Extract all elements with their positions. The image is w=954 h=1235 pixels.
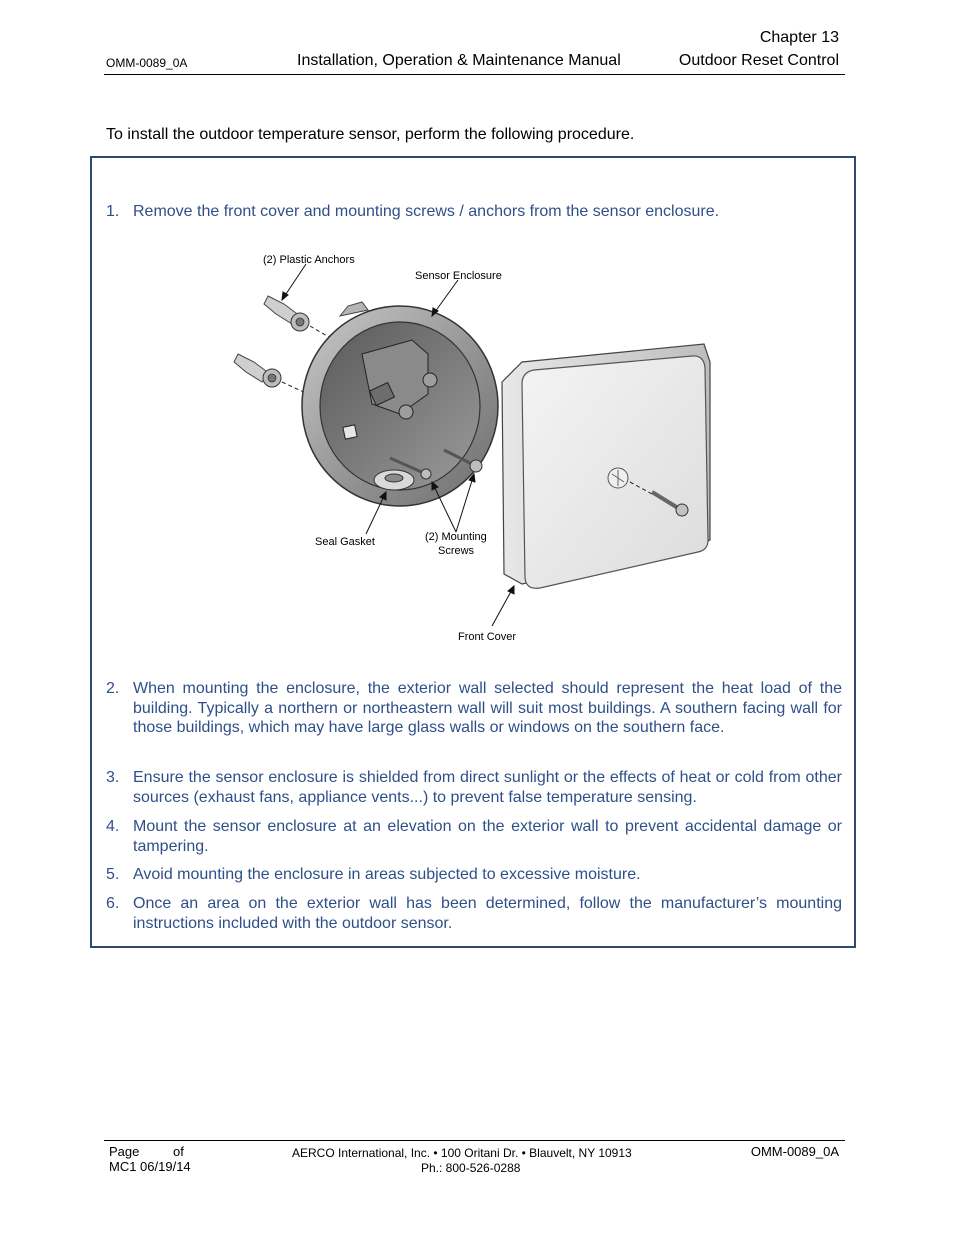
step-number: 1. xyxy=(106,203,120,220)
footer-revision: MC1 06/19/14 xyxy=(109,1159,191,1174)
procedure-step-3 xyxy=(106,768,842,807)
step-number: 5. xyxy=(106,866,120,883)
step-text: Remove the front cover and mounting screws / anchors from the sensor enclosure. xyxy=(133,203,720,220)
header-divider xyxy=(104,74,845,75)
mounting-screws-label-line2: Screws xyxy=(438,545,475,557)
footer-phone: Ph.: 800-526-0288 xyxy=(421,1161,521,1175)
step-text: Mount the sensor enclosure at an elevation on the exterior wall to prevent accidental damage or tampering. xyxy=(133,818,842,855)
manual-title: Installation, Operation & Maintenance Manual xyxy=(297,52,621,69)
step-number: 3. xyxy=(106,769,120,786)
procedure-step-4 xyxy=(106,817,842,856)
sensor-enclosure-figure xyxy=(222,244,742,648)
procedure-step-1 xyxy=(106,202,842,222)
plastic-anchor-icon xyxy=(234,354,308,394)
procedure-step-6 xyxy=(106,894,842,933)
step-text: Avoid mounting the enclosure in areas subjected to excessive moisture. xyxy=(133,866,641,883)
procedure-step-2 xyxy=(106,679,842,738)
chapter-label: Chapter 13 xyxy=(759,29,839,46)
step-number: 4. xyxy=(106,818,120,835)
footer-page-label: Page xyxy=(109,1144,140,1159)
sensor-enclosure-label: Sensor Enclosure xyxy=(415,270,502,282)
step-text: Ensure the sensor enclosure is shielded from direct sunlight or the effects of heat or cold from other sources (exhaust fans, appliance vents...) to prevent false temperature sensing. xyxy=(133,769,842,806)
plastic-anchor-icon xyxy=(264,296,334,340)
footer-company: AERCO International, Inc. • 100 Oritani Dr. • Blauvelt, NY 10913 xyxy=(292,1146,632,1160)
header-doc-number: OMM-0089_0A xyxy=(106,56,188,70)
section-title: Outdoor Reset Control xyxy=(678,52,839,69)
footer-doc-number: OMM-0089_0A xyxy=(750,1144,839,1159)
step-number: 6. xyxy=(106,895,120,912)
step-number: 2. xyxy=(106,680,120,697)
front-cover-label: Front Cover xyxy=(458,631,517,643)
step-text: Once an area on the exterior wall has been determined, follow the manufacturer’s mounting instructions included with the outdoor sensor. xyxy=(133,895,842,932)
seal-gasket-label: Seal Gasket xyxy=(315,536,375,548)
exploded-view-illustration xyxy=(222,244,742,648)
footer-of-label: of xyxy=(173,1144,184,1159)
sensor-enclosure-icon xyxy=(302,302,498,506)
plastic-anchors-label: (2) Plastic Anchors xyxy=(263,254,355,266)
step-text: When mounting the enclosure, the exterior wall selected should represent the heat load of the building. Typically a northern or northeastern wall will suit most buildings. A southern facing wall for those buildings, which may have large glass walls or windows on the southern face. xyxy=(133,680,842,737)
front-cover-icon xyxy=(502,344,710,588)
intro-text: To install the outdoor temperature sensor, perform the following procedure. xyxy=(106,126,635,143)
procedure-step-5 xyxy=(106,865,842,885)
footer-divider xyxy=(104,1140,845,1141)
mounting-screws-label-line1: (2) Mounting xyxy=(425,531,487,543)
